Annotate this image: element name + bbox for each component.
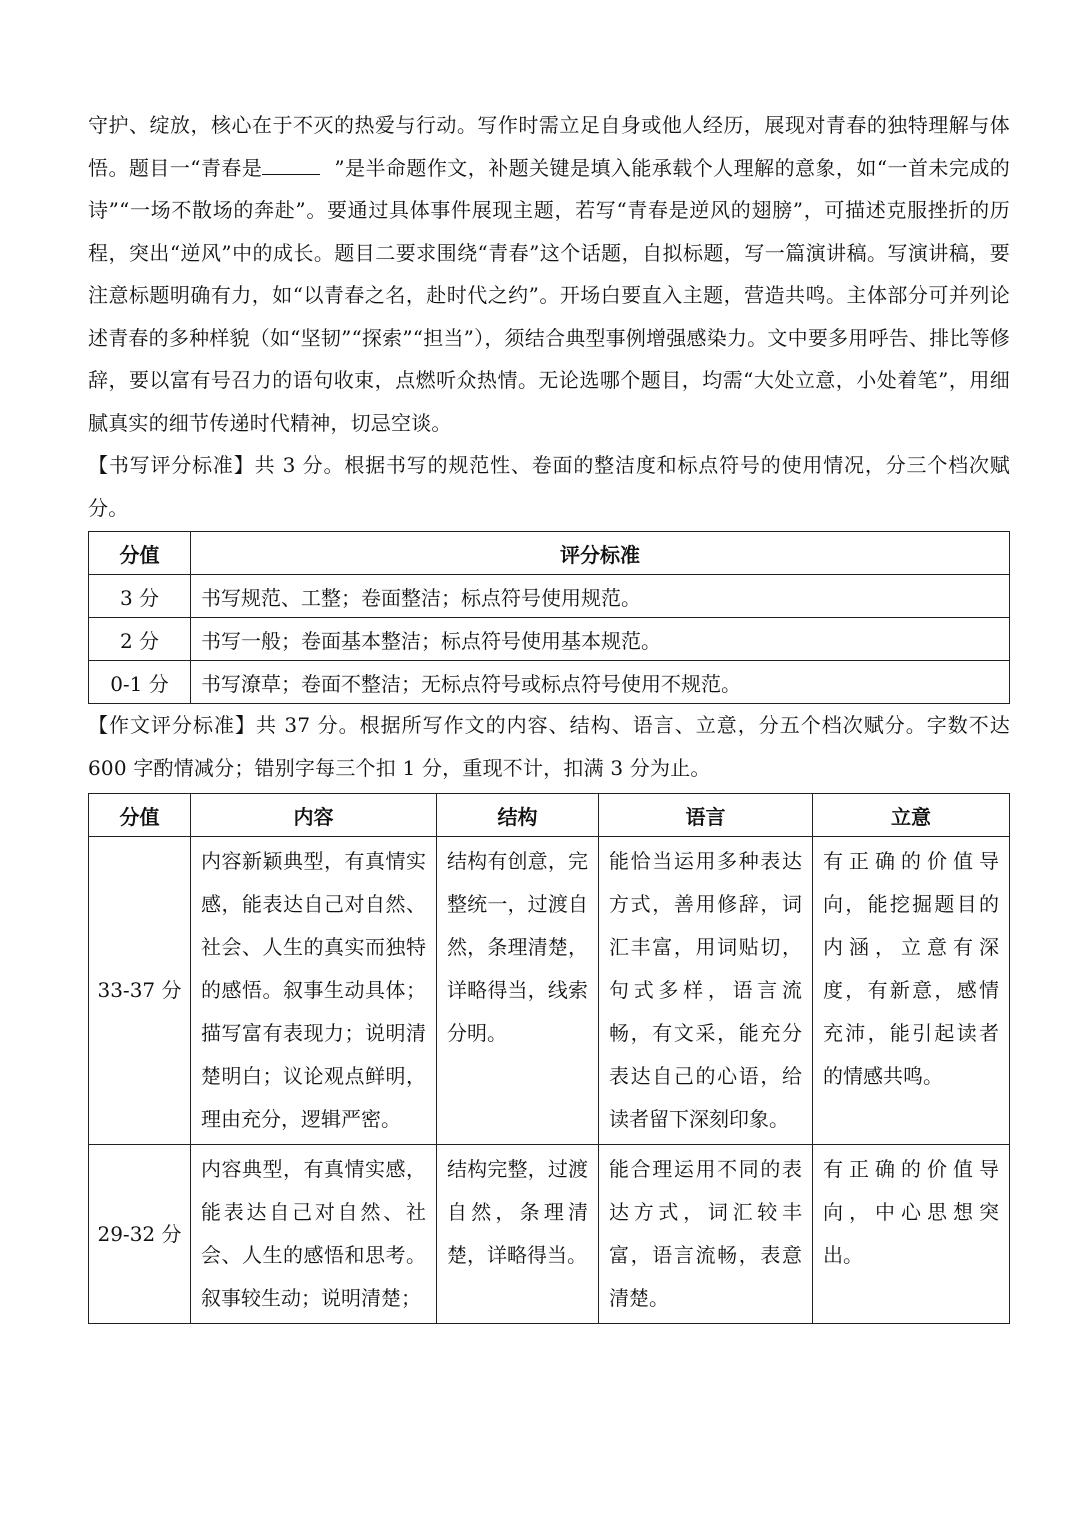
language-cell: 能恰当运用多种表达方式，善用修辞，词汇丰富，用词贴切，句式多样，语言流畅，有文采，能充分表达自己的心语，给读者留下深刻印象。 [599, 837, 813, 1145]
header-content: 内容 [191, 794, 437, 837]
score-cell: 2 分 [89, 618, 191, 661]
intro-paragraph-continued: ”是半命题作文，补题关键是填入能承载个人理解的意象，如“一首未完成的诗”“一场不散场的奔赴”。要通过具体事件展现主题，若写“青春是逆风的翅膀”，可描述克服挫折的历程，突出“逆风”中的成长。题目二要求围绕“青春”这个话题，自拟标题，写一篇演讲稿。写演讲稿，要注意标题明确有力，如“以青春之名，赴时代之约”。开场白要直入主题，营造共鸣。主体部分可并列论述青春的多种样貌（如“坚韧”“探索”“担当”），须结合典型事例增强感染力。文中要多用呼告、排比等修辞，要以富有号召力的语句收束，点燃听众热情。无论选哪个题目，均需“大处立意，小处着笔”，用细腻真实的细节传递时代精神，切忌空谈。 [88, 155, 1010, 435]
table-row [89, 618, 1010, 661]
score-cell: 29-32 分 [89, 1145, 191, 1324]
essay-standard-intro: 【作文评分标准】共 37 分。根据所写作文的内容、结构、语言、立意，分五个档次赋分。字数不达 600 字酌情减分；错别字每三个扣 1 分，重现不计，扣满 3 分为止。 [88, 713, 1010, 780]
table-row [89, 575, 1010, 618]
content-cell: 内容典型，有真情实感，能表达自己对自然、社会、人生的感悟和思考。叙事较生动；说明清楚； [191, 1145, 437, 1324]
writing-score-table [88, 531, 1010, 704]
essay-score-table [88, 793, 1010, 1324]
table-header-row [89, 794, 1010, 837]
document-page [88, 104, 1010, 1324]
standard-cell: 书写一般；卷面基本整洁；标点符号使用基本规范。 [191, 618, 1010, 661]
header-structure: 结构 [437, 794, 599, 837]
intro-paragraph [88, 104, 1010, 444]
header-score: 分值 [89, 532, 191, 575]
score-cell: 33-37 分 [89, 837, 191, 1145]
structure-cell: 结构有创意，完整统一，过渡自然，条理清楚，详略得当，线索分明。 [437, 837, 599, 1145]
structure-cell: 结构完整，过渡自然，条理清楚，详略得当。 [437, 1145, 599, 1324]
table-row [89, 661, 1010, 704]
header-score: 分值 [89, 794, 191, 837]
writing-standard-intro: 【书写评分标准】共 3 分。根据书写的规范性、卷面的整洁度和标点符号的使用情况，分三个档次赋分。 [88, 453, 1010, 520]
standard-cell: 书写潦草；卷面不整洁；无标点符号或标点符号使用不规范。 [191, 661, 1010, 704]
blank-underline [262, 154, 320, 175]
table-row [89, 1145, 1010, 1324]
header-language: 语言 [599, 794, 813, 837]
table-header-row [89, 532, 1010, 575]
score-cell: 0-1 分 [89, 661, 191, 704]
theme-cell: 有正确的价值导向，中心思想突出。 [813, 1145, 1010, 1324]
table-row [89, 837, 1010, 1145]
theme-cell: 有正确的价值导向，能挖掘题目的内涵，立意有深度，有新意，感情充沛，能引起读者的情感共鸣。 [813, 837, 1010, 1145]
intro-paragraph-start: 守护、绽放，核心在于不灭的热爱与行动。写作时需立足自身或他人经历，展现对青春的独特理解与体悟。题目一“青春是 [88, 113, 1010, 180]
language-cell: 能合理运用不同的表达方式，词汇较丰富，语言流畅，表意清楚。 [599, 1145, 813, 1324]
header-standard: 评分标准 [191, 532, 1010, 575]
header-theme: 立意 [813, 794, 1010, 837]
score-cell: 3 分 [89, 575, 191, 618]
content-cell: 内容新颖典型，有真情实感，能表达自己对自然、社会、人生的真实而独特的感悟。叙事生动具体；描写富有表现力；说明清楚明白；议论观点鲜明，理由充分，逻辑严密。 [191, 837, 437, 1145]
standard-cell: 书写规范、工整；卷面整洁；标点符号使用规范。 [191, 575, 1010, 618]
